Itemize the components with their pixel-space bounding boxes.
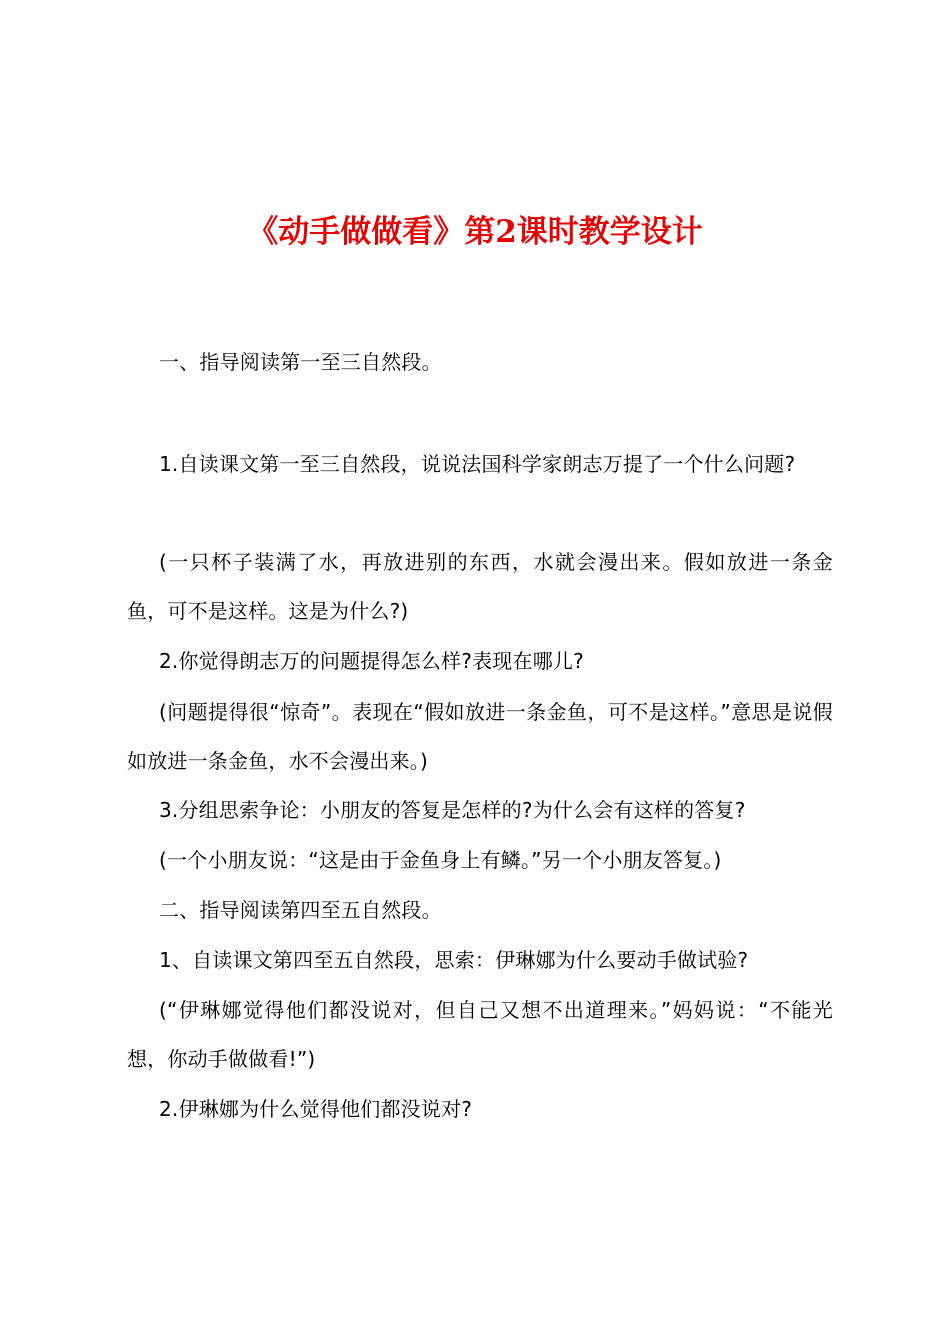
answer-2: (问题提得很“惊奇”。表现在“假如放进一条金鱼，可不是这样。”意思是说假如放进一条金鱼，水不会漫出来。)	[127, 700, 833, 773]
question-5: 2.伊琳娜为什么觉得他们都没说对?	[159, 1097, 473, 1121]
answer-1: (一只杯子装满了水，再放进别的东西，水就会漫出来。假如放进一条金鱼，可不是这样。这是为什么?)	[127, 550, 833, 623]
section-heading-2: 二、指导阅读第四至五自然段。	[159, 898, 442, 922]
question-1: 1.自读课文第一至三自然段，说说法国科学家朗志万提了一个什么问题?	[159, 452, 796, 476]
document-title: 《动手做做看》第2课时教学设计	[247, 214, 703, 250]
question-4: 1、自读课文第四至五自然段，思索：伊琳娜为什么要动手做试验?	[159, 948, 749, 972]
answer-3: (一个小朋友说：“这是由于金鱼身上有鳞。”另一个小朋友答复。)	[159, 848, 722, 872]
question-2: 2.你觉得朗志万的问题提得怎么样?表现在哪儿?	[159, 649, 584, 673]
answer-4: (“伊琳娜觉得他们都没说对，但自己又想不出道理来。”妈妈说：“不能光想，你动手做做看!”)	[127, 998, 833, 1071]
question-3: 3.分组思索争论：小朋友的答复是怎样的?为什么会有这样的答复?	[159, 798, 746, 822]
section-heading-1: 一、指导阅读第一至三自然段。	[159, 350, 442, 374]
